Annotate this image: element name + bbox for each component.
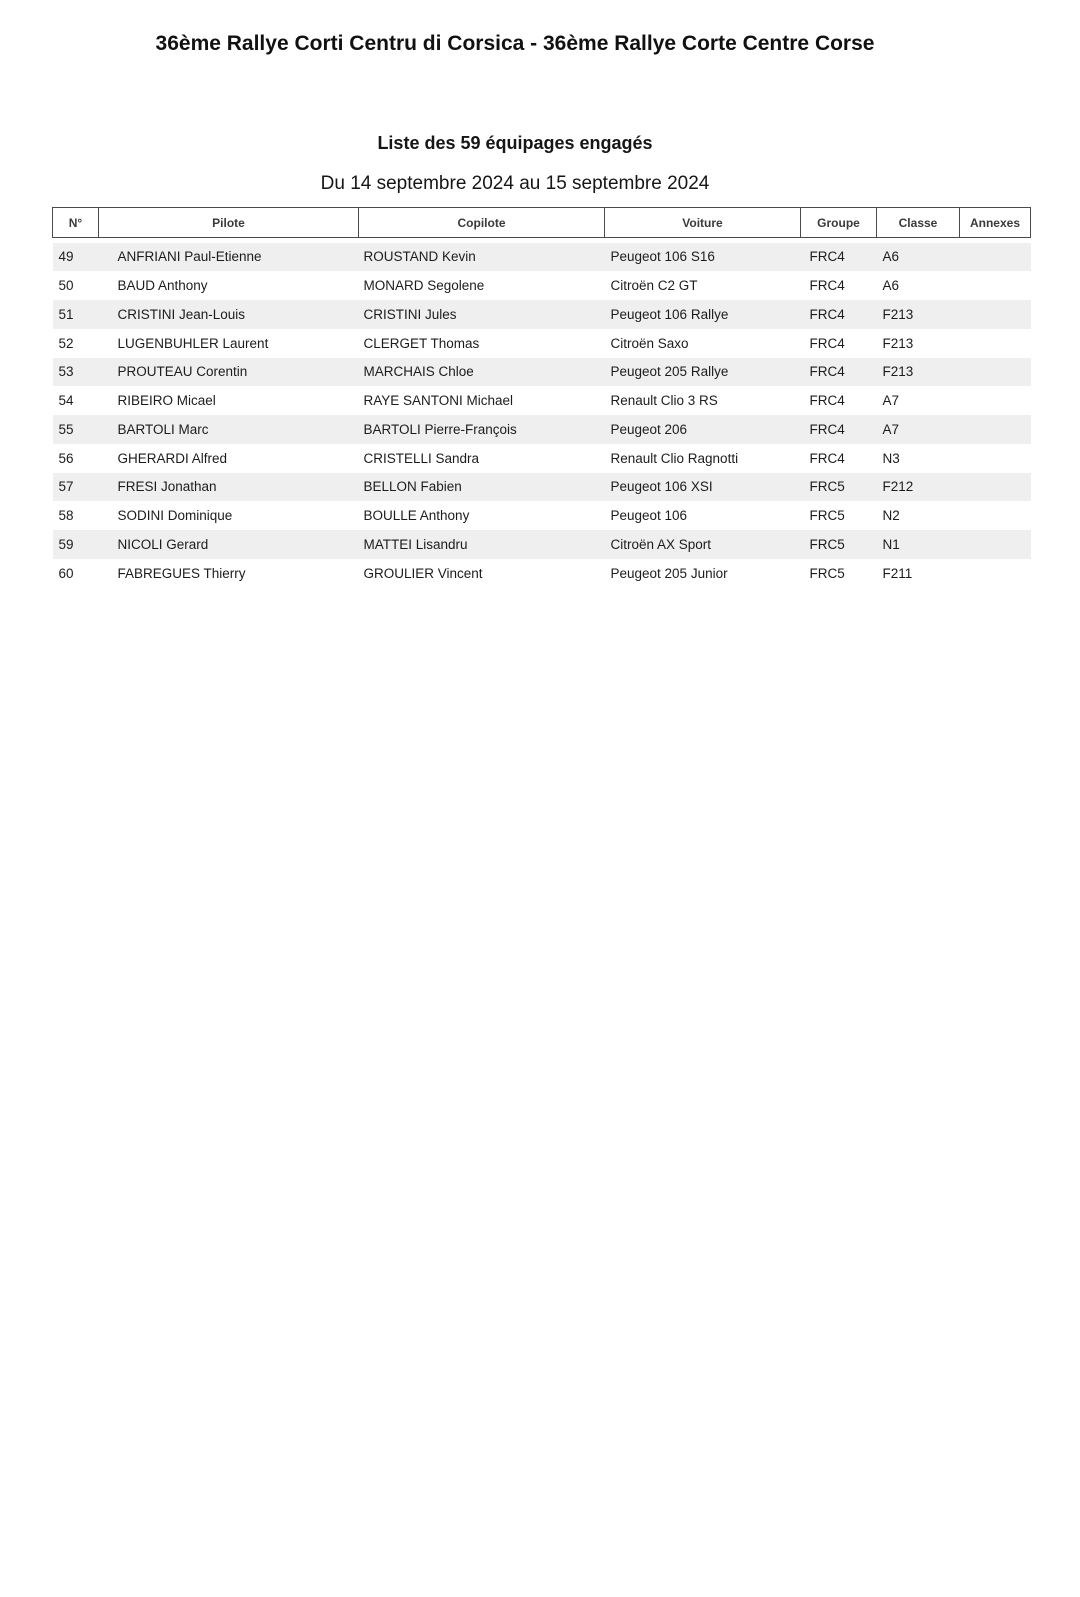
table-row [53,386,1031,415]
table-cell: CLERGET Thomas [363,335,480,351]
table-cell [960,358,1031,387]
table-cell: F213 [882,306,914,322]
table-header-row [53,208,1031,238]
table-cell: 56 [58,450,74,466]
table-cell: FRESI Jonathan [117,479,217,495]
table-cell: A7 [882,421,900,437]
table-cell: FRC4 [809,278,845,294]
table-cell: FRC5 [809,565,845,581]
table-cell [960,473,1031,502]
table-cell: 51 [58,306,74,322]
column-header: Voiture [605,208,801,238]
table-cell: PROUTEAU Corentin [117,364,248,380]
table-cell [960,415,1031,444]
table-cell: ROUSTAND Kevin [363,249,476,265]
table-cell: Peugeot 106 [610,508,688,524]
table-cell: CRISTINI Jean-Louis [117,306,246,322]
column-header: Groupe [801,208,877,238]
table-cell: FRC5 [809,508,845,524]
table-cell: FRC4 [809,393,845,409]
table-cell: Renault Clio 3 RS [610,393,718,409]
table-cell: FRC4 [809,364,845,380]
table-cell: FRC4 [809,249,845,265]
table-cell: FRC5 [809,536,845,552]
document-page [0,32,1030,588]
table-cell: N3 [882,450,900,466]
table-cell: GROULIER Vincent [363,565,483,581]
table-cell: BAUD Anthony [117,278,208,294]
table-row [53,300,1031,329]
table-cell: BARTOLI Pierre-François [363,421,517,437]
table-cell: F212 [882,479,914,495]
table-cell: Citroën Saxo [610,335,689,351]
column-header: Copilote [359,208,605,238]
table-cell: FRC4 [809,306,845,322]
table-cell [960,501,1031,530]
table-row [53,444,1031,473]
table-cell: Peugeot 206 [610,421,688,437]
table-cell [960,386,1031,415]
table-cell: FRC5 [809,479,845,495]
table-row [53,501,1031,530]
column-header: Annexes [960,208,1031,238]
table-cell: FRC4 [809,421,845,437]
table-cell [960,300,1031,329]
event-date-range: Du 14 septembre 2024 au 15 septembre 2024 [320,173,710,194]
column-header: Classe [877,208,960,238]
table-cell [960,271,1031,300]
table-cell: F213 [882,335,914,351]
table-cell [960,444,1031,473]
table-row [53,271,1031,300]
table-cell: Peugeot 106 Rallye [610,306,729,322]
table-cell: 55 [58,421,74,437]
table-row [53,415,1031,444]
table-cell: RIBEIRO Micael [117,393,216,409]
table-cell [960,243,1031,272]
table-cell: 54 [58,393,74,409]
table-cell: Peugeot 205 Rallye [610,364,729,380]
table-cell: MATTEI Lisandru [363,536,468,552]
table-body [53,238,1031,588]
table-cell [960,559,1031,588]
entry-list-title: Liste des 59 équipages engagés [377,133,653,153]
table-cell: A7 [882,393,900,409]
table-cell: A6 [882,249,900,265]
table-cell: Peugeot 106 S16 [610,249,715,265]
table-cell: N2 [882,508,900,524]
table-row [53,473,1031,502]
table-row [53,559,1031,588]
table-cell: MARCHAIS Chloe [363,364,474,380]
table-cell: FRC4 [809,450,845,466]
table-cell: A6 [882,278,900,294]
table-cell: 58 [58,508,74,524]
table-cell: Peugeot 106 XSI [610,479,713,495]
table-cell [960,530,1031,559]
table-cell: 50 [58,278,74,294]
table-row [53,530,1031,559]
table-cell: FABREGUES Thierry [117,565,246,581]
table-cell: RAYE SANTONI Michael [363,393,514,409]
table-cell: BARTOLI Marc [117,421,209,437]
table-cell [960,329,1031,358]
table-cell: 53 [58,364,74,380]
table-row [53,329,1031,358]
table-cell: 59 [58,536,74,552]
table-cell: NICOLI Gerard [117,536,209,552]
column-header: N° [53,208,99,238]
table-cell: CRISTINI Jules [363,306,457,322]
table-row [53,358,1031,387]
table-cell: N1 [882,536,900,552]
table-cell: Citroën C2 GT [610,278,698,294]
table-cell: Peugeot 205 Junior [610,565,728,581]
table-cell: GHERARDI Alfred [117,450,228,466]
table-cell: 52 [58,335,74,351]
table-cell: Citroën AX Sport [610,536,712,552]
table-cell: 49 [58,249,74,265]
table-cell: Renault Clio Ragnotti [610,450,739,466]
document-title: 36ème Rallye Corti Centru di Corsica - 36ème Rallye Corte Centre Corse [155,32,875,55]
table-cell: F213 [882,364,914,380]
column-header: Pilote [99,208,359,238]
table-cell: FRC4 [809,335,845,351]
table-row [53,243,1031,272]
table-cell: LUGENBUHLER Laurent [117,335,269,351]
table-cell: BELLON Fabien [363,479,462,495]
table-cell: CRISTELLI Sandra [363,450,480,466]
table-cell: F211 [882,565,913,581]
table-cell: 57 [58,479,74,495]
table-cell: BOULLE Anthony [363,508,470,524]
table-cell: 60 [58,565,74,581]
table-cell: SODINI Dominique [117,508,233,524]
table-cell: ANFRIANI Paul-Etienne [117,249,262,265]
table-cell: MONARD Segolene [363,278,485,294]
entry-table [52,207,1031,588]
